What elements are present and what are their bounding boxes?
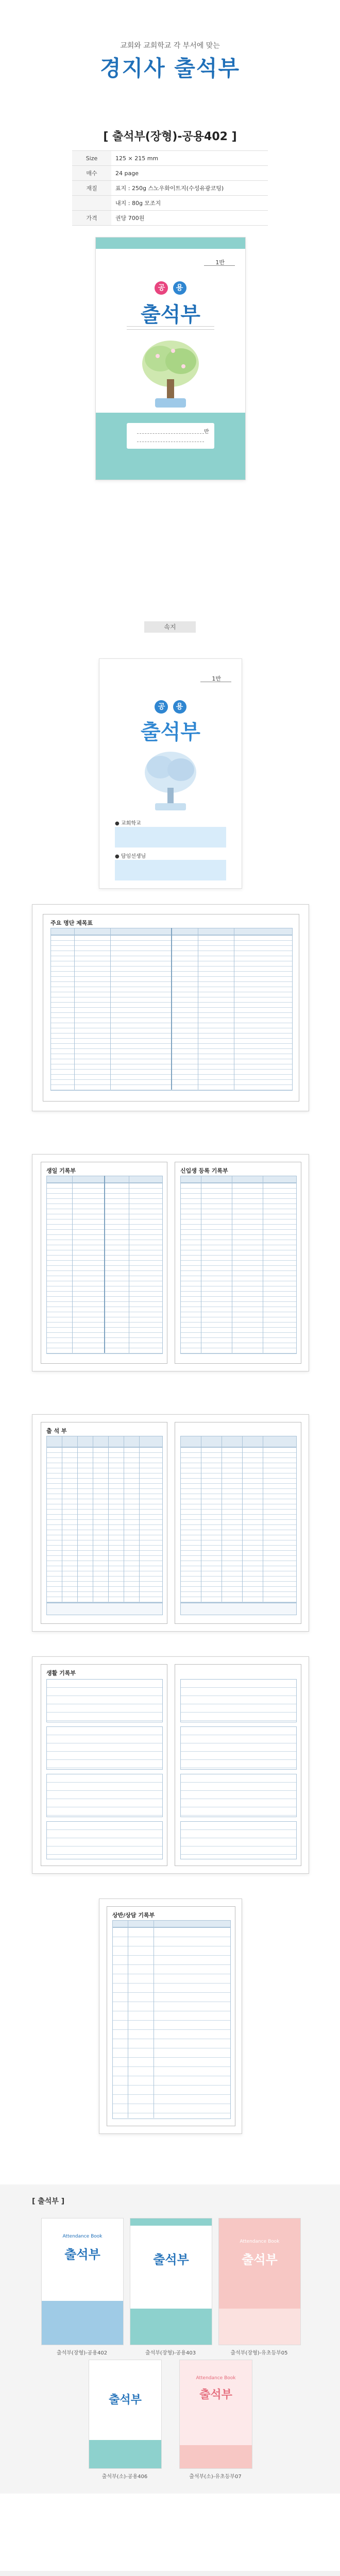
inner-badge-2: 용 (173, 700, 186, 714)
inner-cover-number: 1반 (212, 675, 221, 682)
lineup-caption-5: 출석부(소)-유초등부07 (189, 2474, 242, 2480)
spec-table (72, 150, 268, 226)
cover-badge-2: 용 (173, 281, 186, 295)
lineup-label: [ 출석부 ] (32, 2197, 65, 2206)
spec-row: 내지 : 80g 모조지 (72, 196, 268, 211)
inner-tree-illustration (140, 747, 201, 814)
lineup-book-5: Attendance Book 출석부 (179, 2360, 252, 2469)
inner-badge-1: 공 (155, 700, 168, 714)
spec-row: 가격 권당 700원 (72, 211, 268, 226)
footer (0, 2571, 340, 2576)
lineup-caption-3: 출석부(장형)-유초등부05 (230, 2350, 288, 2356)
inner-cover-image (99, 658, 242, 889)
inner-field-teacher: ● 담임선생님 (115, 854, 146, 859)
product-model: [ 출석부(장형)-공용402 ] (103, 130, 237, 143)
cover-badge-1: 공 (155, 281, 168, 295)
inner-page-sheet-3 (32, 1414, 309, 1632)
inner-page-sheet-2 (32, 1154, 309, 1371)
cover-number: 1반 (215, 259, 225, 266)
tagline: 교회와 교회학교 각 부서에 맞는 (120, 42, 220, 50)
inner-page-sheet-1 (32, 904, 309, 1111)
brand-title: 경지사 출석부 (99, 56, 241, 81)
page-title-list: 주요 명단 제목표 (50, 920, 93, 926)
page-title-birthday: 생일 기록부 (46, 1167, 76, 1174)
inner-page-sheet-4 (32, 1656, 309, 1874)
spec-row: 매수 24 page (72, 166, 268, 181)
inner-cover-title: 출석부 (141, 720, 200, 744)
page-title-attendance: 출 석 부 (46, 1428, 67, 1434)
cover-image (95, 237, 246, 480)
spec-row: Size 125 × 215 mm (72, 151, 268, 166)
lineup-book-2: 출석부 (130, 2218, 212, 2345)
tree-illustration (137, 335, 204, 413)
cover-title: 출석부 (141, 303, 200, 327)
lineup-book-4: 출석부 (89, 2360, 162, 2469)
section-label-inner: 속지 (144, 621, 196, 633)
lineup-caption-4: 출석부(소)-공용406 (101, 2474, 148, 2480)
page-title-counsel: 상반/상담 기록부 (112, 1912, 155, 1919)
inner-field-church: ● 교회학교 (115, 821, 141, 826)
page-title-life: 생활 기록부 (46, 1670, 76, 1676)
lineup-caption-1: 출석부(장형)-공용402 (56, 2350, 108, 2356)
page-title-new-members: 신입생 등록 기록부 (180, 1167, 228, 1174)
spec-row: 재질 표지 : 250g 스노우화이트지(수성유광코팅) (72, 181, 268, 196)
lineup-caption-2: 출석부(장형)-공용403 (145, 2350, 196, 2356)
cover-ban-label: 반 (204, 429, 209, 435)
inner-page-sheet-5 (99, 1899, 242, 2134)
lineup-book-1: 출석부 Attendance Book (41, 2218, 124, 2345)
lineup-book-3: Attendance Book 출석부 (218, 2218, 301, 2345)
